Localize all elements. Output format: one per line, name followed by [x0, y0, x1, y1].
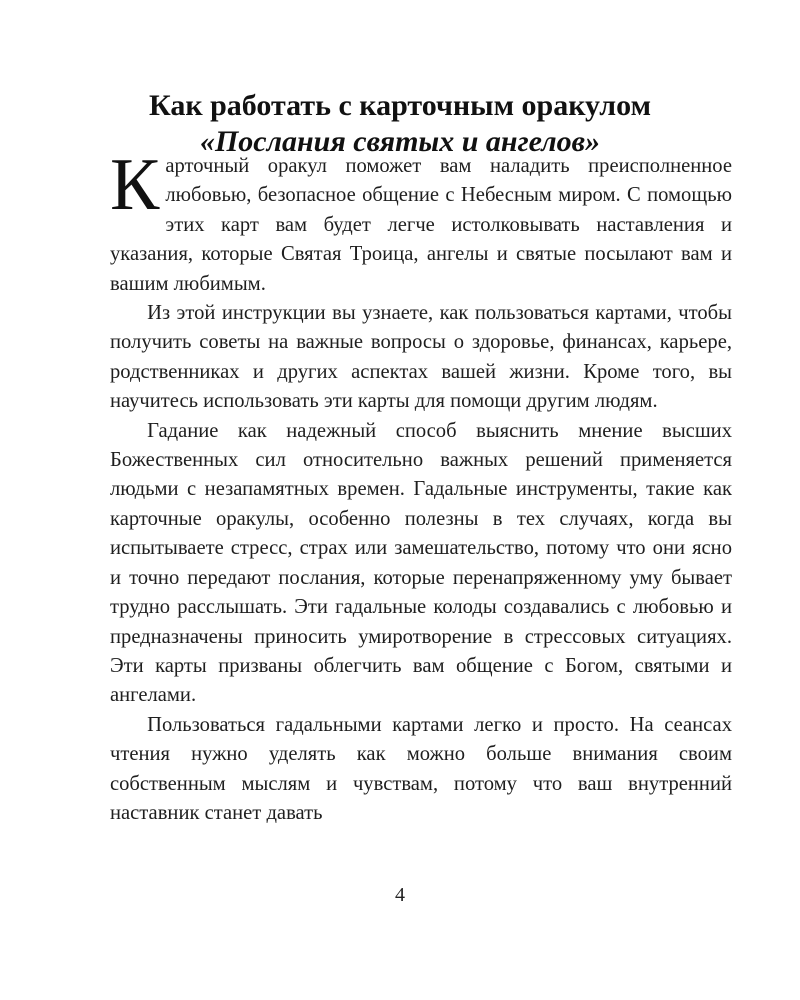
paragraph-1 [110, 144, 732, 299]
title-line-2: «Послания святых и ангелов» [199, 125, 601, 158]
title-line-1: Как работать с карточным оракулом [148, 89, 652, 122]
paragraph-1-text: арточный оракул поможет вам наладить преисполненное любовью, безопасное общение с Небесным миром. С помощью этих карт вам будет легче истолковывать наставления и указания, которые Святая Троица, ангелы и святые посылают вам и вашим любимым. [110, 155, 732, 295]
drop-cap: К [110, 144, 160, 226]
page-number: 4 [395, 884, 405, 906]
paragraph-2: Из этой инструкции вы узнаете, как пользоваться картами, чтобы получить советы на важные вопросы о здоровье, финансах, карьере, родственниках и других аспектах вашей жизни. Кроме того, вы научитесь использовать эти карты для помощи другим людям. [110, 302, 732, 413]
paragraph-3: Гадание как надежный способ выяснить мнение высших Божественных сил относительно важных решений применяется людьми с незапамятных времен. Гадальные инструменты, такие как карточные оракулы, особенно полезны в тех случаях, когда вы испытываете стресс, страх или замешательство, потому что они ясно и точно передают послания, которые перенапряженному уму бывает трудно расслышать. Эти гадальные колоды создавались с любовью и предназначены приносить умиротворение в стрессовых ситуациях. Эти карты призваны облегчить вам общение с Богом, святыми и ангелами. [110, 419, 732, 707]
paragraph-4: Пользоваться гадальными картами легко и просто. На сеансах чтения нужно уделять как можно больше внимания своим собственным мыслям и чувствам, потому что ваш внутренний наставник станет давать [110, 713, 732, 824]
body-text [110, 144, 732, 828]
